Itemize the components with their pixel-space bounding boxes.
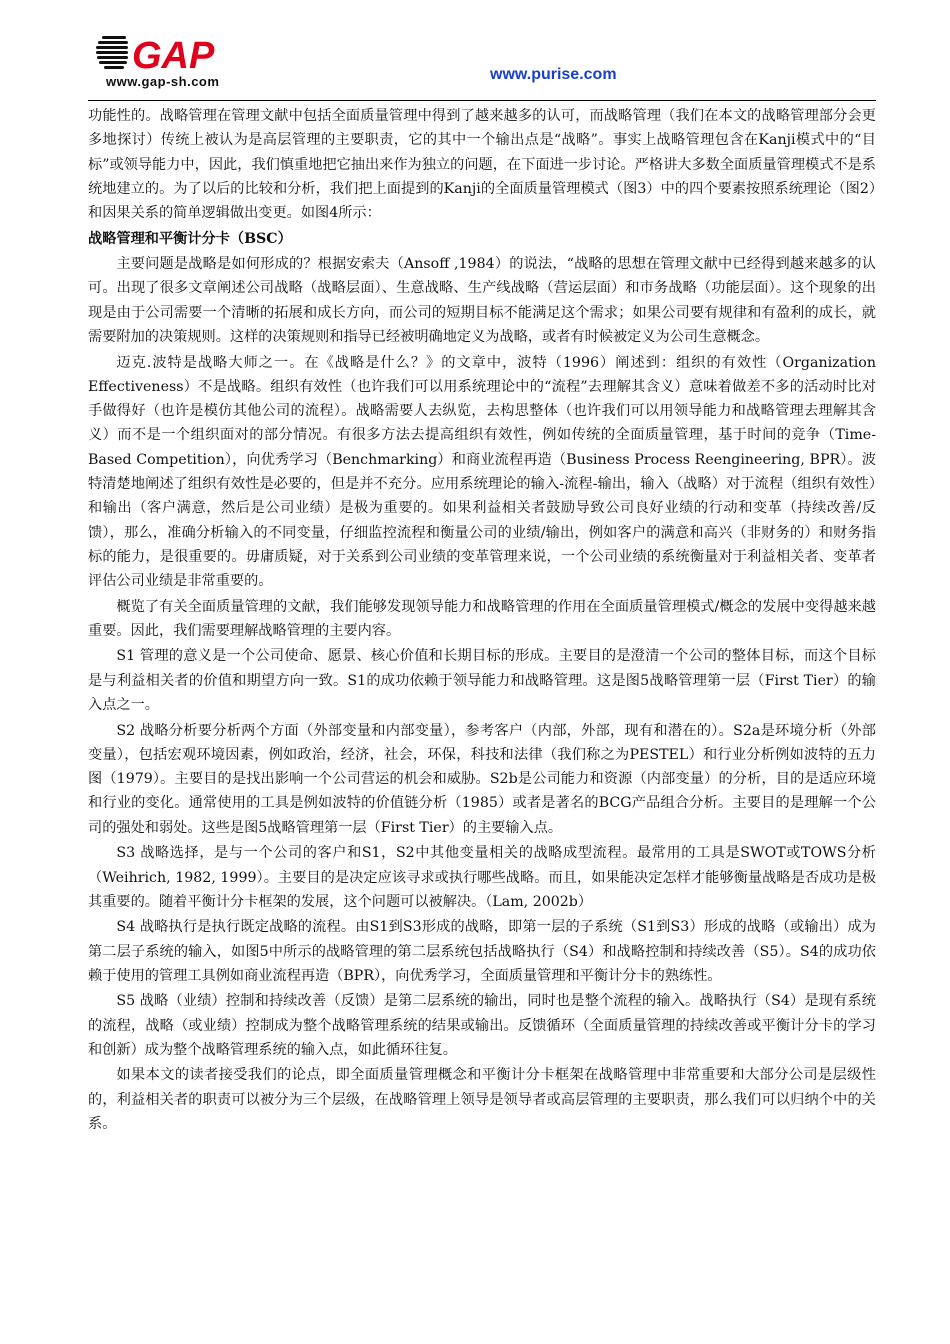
paragraph-overview: 概览了有关全面质量管理的文献，我们能够发现领导能力和战略管理的作用在全面质量管理模式/概念的发展中变得越来越重要。因此，我们需要理解战略管理的主要内容。 bbox=[88, 598, 876, 639]
document-body bbox=[88, 104, 876, 1138]
paragraph-intro: 功能性的。战略管理在管理文献中包括全面质量管理中得到了越来越多的认可，而战略管理（我们在本文的战略管理部分会更多地探讨）传统上被认为是高层管理的主要职责，它的其中一个输出点是“战略”。事实上战略管理包含在Kanji模式中的“目标”或领导能力中，因此，我们慎重地把它抽出来作为独立的问题，在下面进一步讨论。严格讲大多数全面质量管理模式不是系统地建立的。为了以后的比较和分析，我们把上面提到的Kanji的全面质量管理模式（图3）中的四个要素按照系统理论（图2）和因果关系的简单逻辑做出变更。如图4所示： bbox=[88, 108, 876, 222]
header-divider bbox=[88, 100, 876, 101]
section-heading: 战略管理和平衡计分卡（BSC） bbox=[88, 230, 292, 247]
paragraph-s4: S4 战略执行是执行既定战略的流程。由S1到S3形成的战略，即第一层的子系统（S1到S3）形成的战略（或输出）成为第二层子系统的输入，如图5中所示的战略管理的第二层系统包括战略执行（S4）和战略控制和持续改善（S5）。S4的成功依赖于使用的管理工具例如商业流程再造（BPR），向优秀学习，全面质量管理和平衡计分卡的熟练性。 bbox=[88, 919, 876, 984]
paragraph-s1: S1 管理的意义是一个公司使命、愿景、核心价值和长期目标的形成。主要目的是澄清一个公司的整体目标，而这个目标是与利益相关者的价值和期望方向一致。S1的成功依赖于领导能力和战略管理。这是图5战略管理第一层（First Tier）的输入点之一。 bbox=[88, 648, 876, 714]
logo-url-text: www.gap-sh.com bbox=[106, 74, 220, 89]
paragraph-s2: S2 战略分析要分析两个方面（外部变量和内部变量），参考客户（内部，外部，现有和潜在的）。S2a是环境分析（外部变量），包括宏观环境因素，例如政治，经济，社会，环保，科技和法律（我们称之为PESTEL）和行业分析例如波特的五力图（1979）。主要目的是找出影响一个公司营运的机会和威胁。S2b是公司能力和资源（内部变量）的分析，目的是适应环境和行业的变化。通常使用的工具是例如波特的价值链分析（1985）或者是著名的BCG产品组合分析。主要目的是理解一个公司的强处和弱处。这些是图5战略管理第一层（First Tier）的主要输入点。 bbox=[88, 722, 876, 836]
paragraph-s5: S5 战略（业绩）控制和持续改善（反馈）是第二层系统的输出，同时也是整个流程的输入。战略执行（S4）是现有系统的流程，战略（或业绩）控制成为整个战略管理系统的结果或输出。反馈循环（全面质量管理的持续改善或平衡计分卡的学习和创新）成为整个战略管理系统的输入点，如此循环往复。 bbox=[88, 993, 876, 1058]
paragraph-porter: 迈克.波特是战略大师之一。在《战略是什么？》的文章中，波特（1996）阐述到：组织的有效性（Organization Effectiveness）不是战略。组织有效性（也许我们可以用系统理论中的“流程”去理解其含义）意味着做差不多的活动时比对手做得好（也许是模仿其他公司的流程）。战略需要人去纵览，去构思整体（也许我们可以用领导能力和战略管理去理解其含义）而不是一个组织面对的部分情况。有很多方法去提高组织有效性，例如传统的全面质量管理，基于时间的竞争（Time-Based Competition），向优秀学习（Benchmarking）和商业流程再造（Business Process Reengineering, BPR）。波特清楚地阐述了组织有效性是必要的，但是并不充分。应用系统理论的输入-流程-输出，输入（战略）对于流程（组织有效性）和输出（客户满意，然后是公司业绩）是极为重要的。如果利益相关者鼓励导致公司良好业绩的行动和变革（持续改善/反馈），那么，准确分析输入的不同变量，仔细监控流程和衡量公司的业绩/输出，例如客户的满意和高兴（非财务的）和财务指标的能力，是很重要的。毋庸质疑，对于关系到公司业绩的变革管理来说，一个公司业绩的系统衡量对于利益相关者、变革者评估公司业绩是非常重要的。 bbox=[88, 354, 876, 590]
paragraph-conclusion: 如果本文的读者接受我们的论点，即全面质量管理概念和平衡计分卡框架在战略管理中非常重要和大部分公司是层级性的，利益相关者的职责可以被分为三个层级，在战略管理上领导是领导者或高层管理的主要职责，那么我们可以归纳个中的关系。 bbox=[88, 1067, 876, 1133]
paragraph-s3: S3 战略选择，是与一个公司的客户和S1，S2中其他变量相关的战略成型流程。最常用的工具是SWOT或TOWS分析（Weihrich, 1982, 1999）。主要目的是决定应该寻求或执行哪些战略。而且，如果能决定怎样才能够衡量战略是否成功是极其重要的。随着平衡计分卡框架的发展，这个问题可以被解决。（Lam, 2002b） bbox=[88, 845, 876, 910]
paragraph-ansoff: 主要问题是战略是如何形成的？根据安索夫（Ansoff ,1984）的说法，“战略的思想在管理文献中已经得到越来越多的认可。出现了很多文章阐述公司战略（战略层面）、生意战略、生产线战略（营运层面）和市务战略（功能层面）。这个现象的出现是由于公司需要一个清晰的拓展和成长方向，而公司的短期目标不能满足这个需求；如果公司要有规律和有盈利的成长，就需要附加的决策规则。这样的决策规则和指导已经被明确地定义为战略，或者有时候被定义为公司生意概念。 bbox=[88, 256, 876, 346]
page-header bbox=[0, 0, 950, 104]
logo-wordmark: GAP bbox=[132, 35, 215, 77]
site-link[interactable]: www.purise.com bbox=[490, 66, 617, 83]
gap-logo-mark bbox=[96, 28, 256, 78]
